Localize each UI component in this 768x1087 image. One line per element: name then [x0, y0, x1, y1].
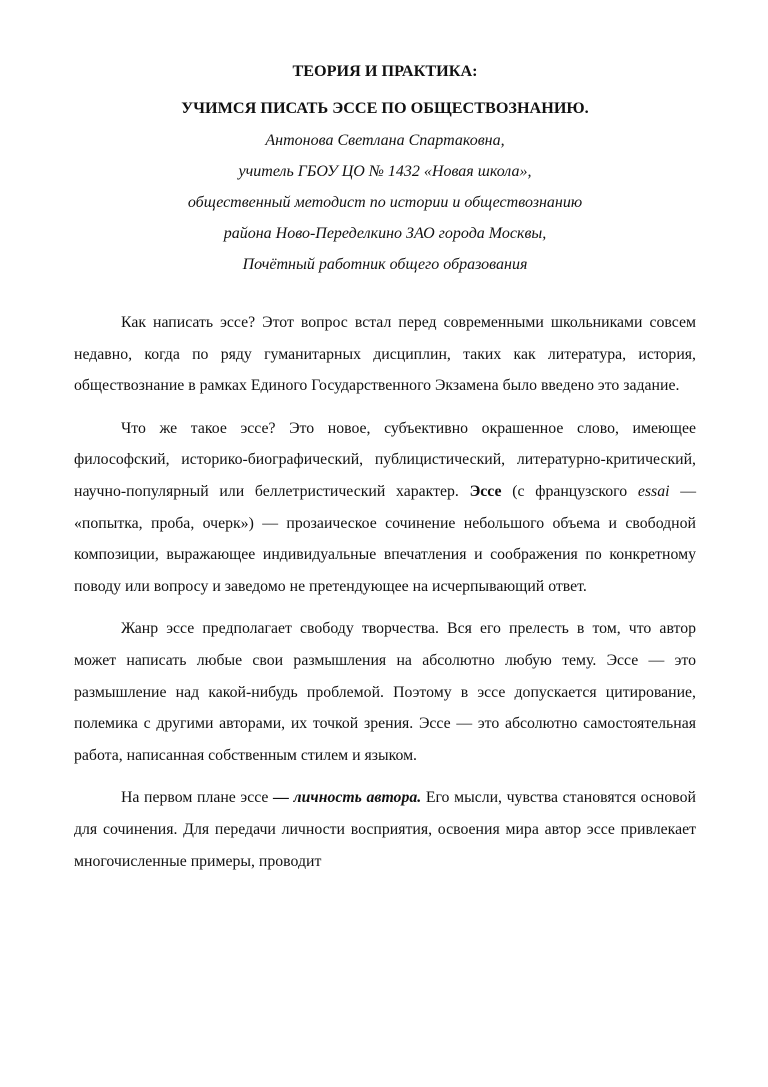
paragraph-4-rest: Его мысли, чувства становятся основой для сочинения. Для передачи личности восприятия, освоения мира автор эссе привлекает многочисленные примеры, проводит — [74, 789, 696, 870]
foreign-word: essai — [637, 482, 670, 500]
paragraph-1: Как написать эссе? Этот вопрос встал перед современными школьниками совсем недавно, когда по ряду гуманитарных дисциплин, таких как литература, история, обществознание в рамках Единого Государственного Экзамена было введено это задание. — [74, 314, 696, 395]
author-honor: Почётный работник общего образования — [242, 256, 528, 273]
paragraph-2-intro: Что же такое эссе? Это новое, субъективно окрашенное слово, имеющее философский, историко-биографический, публицистический, литературно-критический, научно-популярный или беллетристический характер. — [74, 419, 696, 500]
paragraph-2 — [74, 413, 696, 603]
author-position: учитель ГБОУ ЦО № 1432 «Новая школа», — [238, 163, 532, 180]
paragraph-2-definition-end: — «попытка, проба, очерк») — прозаическое сочинение небольшого объема и свободной композиции, выражающее индивидуальные впечатления и соображения по конкретному поводу или вопросу и заведомо не претендующее на исчерпывающий ответ. — [74, 482, 697, 595]
author-role: общественный методист по истории и обществознанию — [187, 194, 583, 211]
document-body — [74, 307, 696, 877]
paragraph-4-start: На первом плане эссе — [121, 789, 274, 807]
author-name: Антонова Светлана Спартаковна, — [265, 132, 505, 149]
paragraph-2-definition-start: (с французского — [501, 482, 638, 500]
document-title-line-2: УЧИМСЯ ПИСАТЬ ЭССЕ ПО ОБЩЕСТВОЗНАНИЮ. — [181, 99, 589, 117]
paragraph-4 — [74, 782, 696, 877]
author-district: района Ново-Переделкино ЗАО города Москвы, — [223, 225, 547, 242]
document-page — [74, 62, 696, 877]
essay-term: Эссе — [469, 482, 502, 500]
document-title-line-1: ТЕОРИЯ И ПРАКТИКА: — [292, 62, 478, 80]
paragraph-3: Жанр эссе предполагает свободу творчества. Вся его прелесть в том, что автор может написать любые свои размышления на абсолютно любую тему. Эссе — это размышление над какой-нибудь проблемой. Поэтому в эссе допускается цитирование, полемика с другими авторами, их точкой зрения. Эссе — это абсолютно самостоятельная работа, написанная собственным стилем и языком. — [74, 620, 696, 764]
author-personality-emphasis: — личность автора. — [273, 789, 422, 807]
